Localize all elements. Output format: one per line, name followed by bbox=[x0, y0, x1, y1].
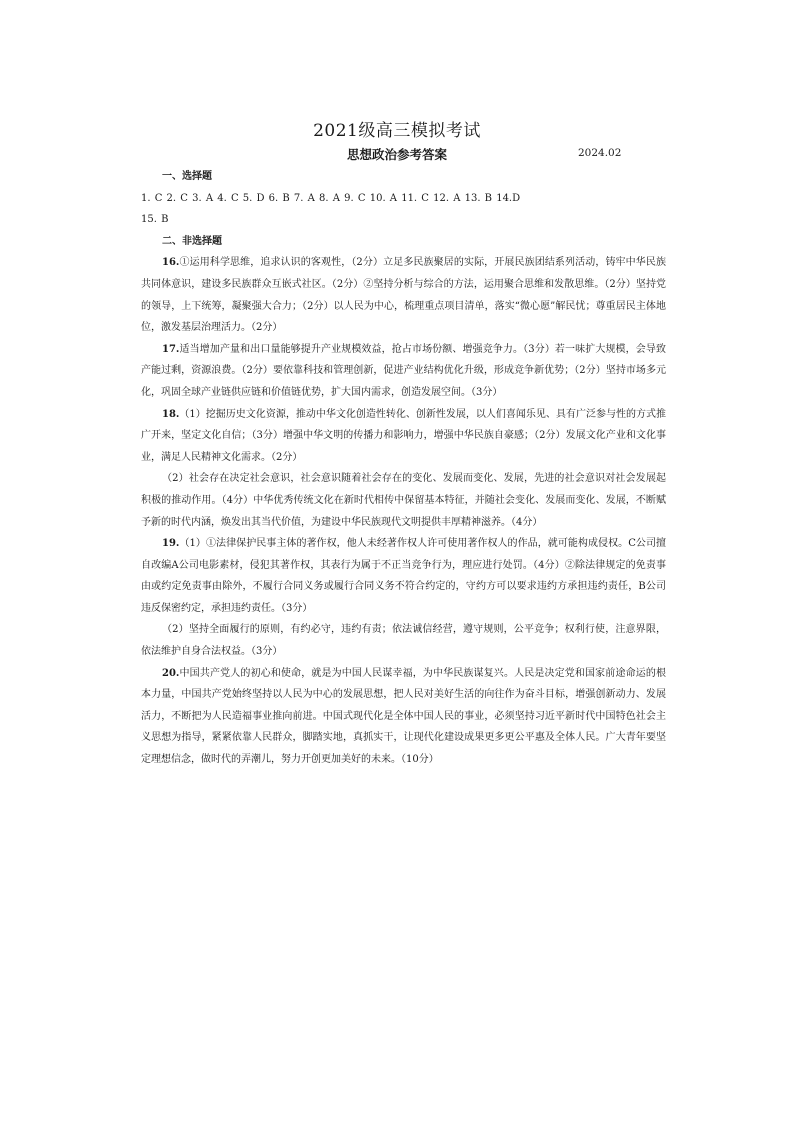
answer-text: （1）挖掘历史文化资源，推动中华文化创造性转化、创新性发展，以人们喜闻乐见、具有广泛参与性的方式推广开来，坚定文化自信；（3分）增强中华文明的传播力和影响力，增强中华民族自豪感；（2分）发展文化产业和文化事业，满足人民精神文化需求。（2分） bbox=[141, 408, 666, 463]
answer-q17 bbox=[141, 339, 666, 404]
answer-q16 bbox=[141, 252, 666, 338]
answer-q19-part2: （2）坚持全面履行的原则，有约必守，违约有责；依法诚信经营，遵守规则，公平竞争；权利行使，注意界限，依法维护自身合法权益。（3分） bbox=[141, 624, 666, 658]
choice-answers-line-2: 15. B bbox=[141, 214, 169, 226]
question-number: 18. bbox=[162, 408, 180, 420]
question-number: 17. bbox=[162, 343, 180, 355]
question-number: 20. bbox=[162, 667, 180, 679]
section-heading-nonchoice: 二、非选择题 bbox=[162, 235, 222, 247]
answer-text: 适当增加产量和出口量能够提升产业规模效益，抢占市场份额、增强竞争力。（3分）若一味扩大规模，会导致产能过剩，资源浪费。（2分）要依靠科技和管理创新，促进产业结构优化升级，形成竞争新优势；（2分）坚持市场多元化，巩固全球产业链供应链和价值链优势，扩大国内需求，创造发展空间。（3分） bbox=[141, 343, 666, 398]
section-heading-choice: 一、选择题 bbox=[162, 171, 212, 182]
question-number: 16. bbox=[162, 257, 180, 269]
answer-content bbox=[141, 166, 666, 771]
answer-text: 中国共产党人的初心和使命，就是为中国人民谋幸福，为中华民族谋复兴。人民是决定党和国家前途命运的根本力量，中国共产党始终坚持以人民为中心的发展思想，把人民对美好生活的向往作为奋斗目标，增强创新动力、发展活力，不断把为人民造福事业推向前进。中国式现代化是全体中国人民的事业，必须坚持习近平新时代中国特色社会主义思想为指导，紧紧依靠人民群众，脚踏实地，真抓实干，让现代化建设成果更多更公平惠及全体人民。广大青年要坚定理想信念，做时代的弄潮儿，努力开创更加美好的未来。（10分） bbox=[141, 667, 666, 766]
answer-text: ①运用科学思维，追求认识的客观性，（2分）立足多民族聚居的实际，开展民族团结系列活动，铸牢中华民族共同体意识，建设多民族群众互嵌式社区。（2分）②坚持分析与综合的方法，运用聚合思维和发散思维。（2分）坚持党的领导，上下统筹，凝聚强大合力；（2分）以人民为中心，梳理重点项目清单，落实“微心愿”解民忧；尊重居民主体地位，激发基层治理活力。（2分） bbox=[141, 257, 666, 334]
answer-q18-part2: （2）社会存在决定社会意识，社会意识随着社会存在的变化、发展而变化、发展，先进的社会意识对社会发展起积极的推动作用。（4分）中华优秀传统文化在新时代相传中保留基本特征，并随社会变化、发展而变化、发展，不断赋予新的时代内涵，焕发出其当代价值，为建设中华民族现代文明提供丰厚精神滋养。（4分） bbox=[141, 473, 666, 528]
page-subtitle: 思想政治参考答案 bbox=[346, 147, 447, 162]
exam-date: 2024.02 bbox=[578, 147, 622, 159]
answer-q18-part1 bbox=[141, 404, 666, 469]
page-title: 2021级高三模拟考试 bbox=[313, 121, 481, 141]
choice-answers-line-1: 1. C 2. C 3. A 4. C 5. D 6. B 7. A 8. A 9. C 10. A 11. C 12. A 13. B 14.D bbox=[141, 192, 521, 204]
answer-text: （1）①法律保护民事主体的著作权，他人未经著作权人许可使用著作权人的作品，就可能构成侵权。C公司擅自改编A公司电影素材，侵犯其著作权，其表行为属于不正当竞争行为，理应进行处罚。（4分）②除法律规定的免责事由或约定免责事由除外，不履行合同义务或履行合同义务不符合约定的，守约方可以要求违约方承担违约责任，B公司违反保密约定，承担违约责任。（3分） bbox=[141, 538, 666, 614]
answer-q20 bbox=[141, 663, 666, 771]
answer-q19-part1 bbox=[141, 533, 666, 619]
question-number: 19. bbox=[162, 538, 180, 550]
